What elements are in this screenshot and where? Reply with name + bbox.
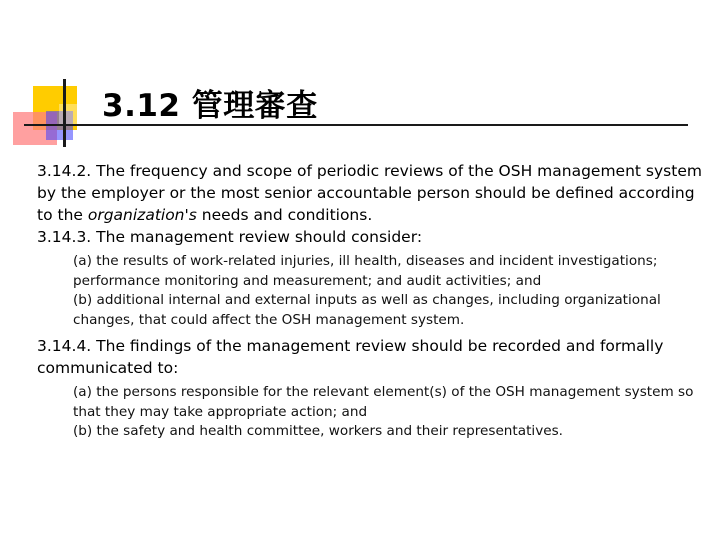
paragraph-3-14-4: 3.14.4. The findings of the management review should be recorded and formally communicated to: bbox=[37, 337, 664, 377]
slide-title: 3.12 管理審查 bbox=[102, 88, 318, 124]
sub-item-b: (b) the safety and health committee, workers and their representatives. bbox=[73, 423, 564, 439]
sub-item-a: (a) the results of work-related injuries, ill health, diseases and incident investigations; performance monitoring and measurement; and audit activities; and bbox=[73, 253, 658, 289]
emphasized-word: organization's bbox=[87, 206, 197, 224]
sub-item-b: (b) additional internal and external inputs as well as changes, including organizational changes, that could affect the OSH management system. bbox=[73, 292, 661, 328]
paragraph-3-14-2 bbox=[37, 160, 707, 226]
paragraph-3-14-3: 3.14.3. The management review should consider: bbox=[37, 228, 423, 246]
decorative-vertical-line bbox=[63, 79, 66, 147]
sub-item-a: (a) the persons responsible for the relevant element(s) of the OSH management system so that they may take appropriate action; and bbox=[73, 384, 694, 420]
slide-body bbox=[37, 160, 707, 442]
decorative-light-square bbox=[59, 104, 79, 126]
paragraph-text: 3.14.2. The frequency and scope of periodic reviews of the OSH management system by the employer or the most senior accountable person should be defined according to the bbox=[37, 162, 702, 224]
paragraph-text: needs and conditions. bbox=[196, 206, 373, 224]
